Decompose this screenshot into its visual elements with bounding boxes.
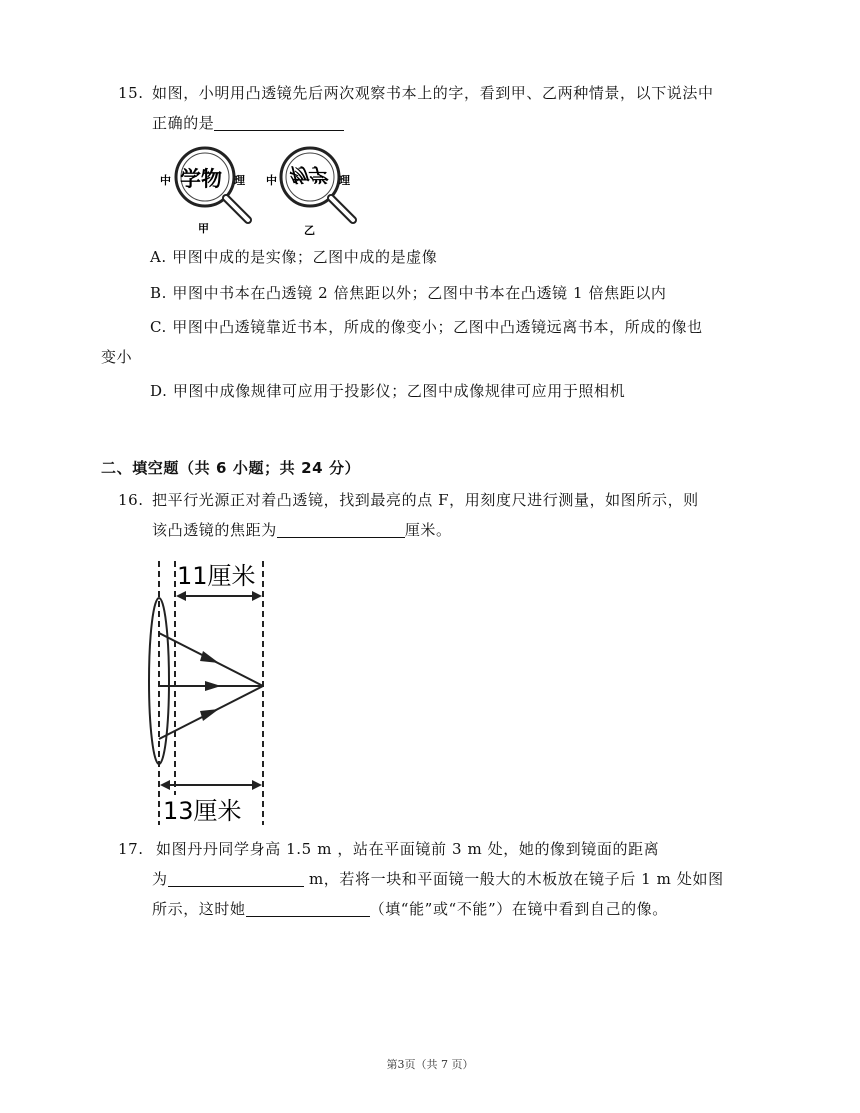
q16-stem-line1: 把平行光源正对着凸透镜，找到最亮的点 F，用刻度尺进行测量，如图所示，则: [152, 491, 699, 509]
jia-right-char: 理: [234, 174, 245, 187]
q17-stem-line1: 如图丹丹同学身高 1.5 m ，站在平面镜前 3 m 处，她的像到镜面的距离: [156, 840, 660, 858]
q15-option-a[interactable]: A. 甲图中成的是实像；乙图中成的是虚像: [150, 248, 438, 266]
distance-13cm-label: 13厘米: [163, 797, 242, 825]
page-footer: 第3页（共 7 页）: [386, 1058, 474, 1071]
yi-right-char: 理: [339, 174, 350, 187]
q15-number: 15.: [118, 84, 144, 102]
yi-inverted-text: 物学: [288, 163, 327, 185]
caption-yi: 乙: [304, 224, 315, 237]
q17-stem-line3: 所示，这时她 （填“能”或“不能”）在镜中看到自己的像。: [152, 900, 668, 918]
q16-stem-line2: 该凸透镜的焦距为 厘米。: [152, 521, 452, 539]
q17-answer-blank-2[interactable]: [246, 900, 370, 917]
section2-title: 二、填空题（共 6 小题；共 24 分）: [101, 459, 361, 477]
q15-stem-line2: 正确的是: [152, 112, 344, 134]
q15-answer-blank[interactable]: [214, 114, 344, 131]
yi-left-char: 中: [266, 174, 277, 187]
magnifier-yi-icon: [266, 148, 353, 237]
q16-figure: [145, 553, 280, 828]
q17-number: 17.: [118, 840, 144, 858]
q15-stem-line1: 如图，小明用凸透镜先后两次观察书本上的字，看到甲、乙两种情景，以下说法中: [152, 84, 714, 102]
q15-option-d[interactable]: D. 甲图中成像规律可应用于投影仪；乙图中成像规律可应用于照相机: [150, 382, 626, 400]
q15-option-c-cont: 变小: [101, 348, 133, 366]
jia-left-char: 中: [160, 174, 171, 187]
q15-option-c[interactable]: C. 甲图中凸透镜靠近书本，所成的像变小；乙图中凸透镜远离书本，所成的像也: [150, 318, 703, 336]
q15-option-b[interactable]: B. 甲图中书本在凸透镜 2 倍焦距以外；乙图中书本在凸透镜 1 倍焦距以内: [150, 284, 667, 302]
q17-stem-line2: 为 m，若将一块和平面镜一般大的木板放在镜子后 1 m 处如图: [152, 870, 724, 888]
q15-figure: [150, 140, 370, 240]
q16-number: 16.: [118, 491, 144, 509]
distance-11cm-label: 11厘米: [177, 562, 256, 590]
caption-jia: 甲: [198, 222, 209, 235]
q16-answer-blank[interactable]: [277, 521, 405, 538]
q17-answer-blank-1[interactable]: [168, 870, 304, 887]
magnifier-jia-icon: [160, 148, 248, 235]
jia-magnified-text: 学物: [180, 167, 222, 191]
